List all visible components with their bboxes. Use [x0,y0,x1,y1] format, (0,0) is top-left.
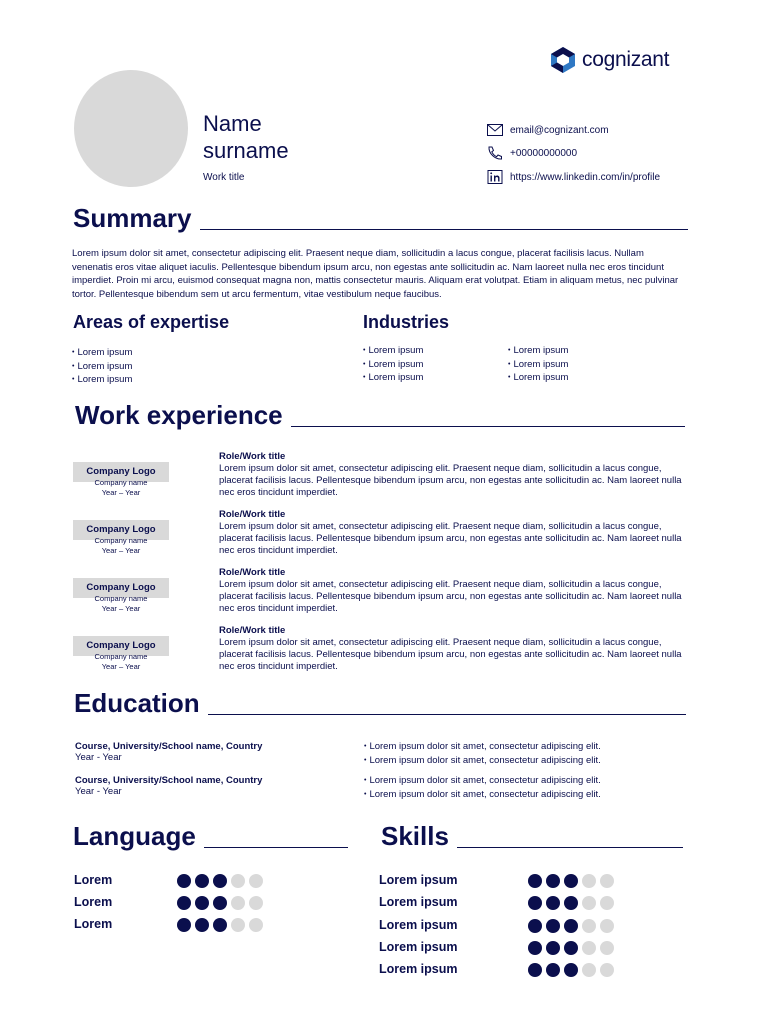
summary-text: Lorem ipsum dolor sit amet, consectetur adipiscing elit. Praesent neque diam, sollicitudin a lacus congue, placerat facilisis lacus. Nullam venenatis eros vitae aliquet iaculis. Pellentesque bibendum ipsum arcu, non egestas ante sollicitudin ac. Nam laoreet nulla nec eros tincidunt imperdiet. Proin mi arcu, euismod consequat magna non, mattis consectetur mauris. Aliquam erat volutpat. Etiam in aliquam metus, nec pulvinar tortor. Pellentesque bibendum sem ut arcu fermentum, vitae vestibulum neque faucibus. [72,248,679,300]
summary-heading [73,203,688,234]
rating-dots [528,941,614,955]
job-entry [73,567,693,631]
job-entry [73,509,693,573]
rating-dot-empty [249,918,263,932]
rating-dot-empty [600,874,614,888]
education-entry [75,775,262,797]
rating-dots [177,874,263,888]
rating-dot-filled [546,896,560,910]
rating-dots [177,896,263,910]
list-item: • Lorem ipsum [363,345,423,359]
rating-dot-empty [231,874,245,888]
rating-dot-empty [600,963,614,977]
skills-rule [457,847,683,848]
rating-dot-empty [582,919,596,933]
rating-dot-filled [177,918,191,932]
rating-dot-filled [546,874,560,888]
industries-title: Industries [363,312,450,332]
job-role: Role/Work title [219,451,286,462]
rating-dot-filled [195,896,209,910]
rating-dot-filled [528,896,542,910]
language-heading [73,821,348,852]
list-item: • Lorem ipsum [363,372,423,386]
linkedin-text[interactable]: https://www.linkedin.com/in/profile [510,171,661,183]
profile-name [203,110,289,164]
work-rule [291,426,685,427]
rating-dot-filled [195,918,209,932]
company-logo-placeholder: Company Logo [73,520,169,540]
rating-dot-filled [546,941,560,955]
work-title: Work title [203,172,245,183]
education-course: Course, University/School name, Country [75,775,263,786]
education-heading [74,688,686,719]
education-years: Year - Year [75,752,122,763]
rating-dot-filled [564,896,578,910]
company-logo-placeholder: Company Logo [73,462,169,482]
contact-email[interactable] [487,123,609,137]
language-rule [204,847,348,848]
industries-list-col1 [363,345,423,386]
language-title: Language [73,821,196,851]
phone-text[interactable]: +00000000000 [510,147,578,159]
education-points [364,775,601,802]
list-item: • Lorem ipsum [363,359,423,373]
list-item: • Lorem ipsum [72,374,132,388]
job-role: Role/Work title [219,625,286,636]
job-role: Role/Work title [219,567,286,578]
education-years: Year - Year [75,786,122,797]
cognizant-logo-icon [548,45,578,75]
education-entry [75,741,262,763]
email-icon [487,123,503,137]
email-text[interactable]: email@cognizant.com [510,124,609,136]
company-logo-placeholder: Company Logo [73,636,169,656]
company-logo [548,44,669,76]
job-years: Year – Year [101,662,141,671]
education-rule [208,714,686,715]
rating-dot-filled [528,963,542,977]
expertise-title: Areas of expertise [73,312,230,332]
phone-icon [487,146,503,160]
rating-dot-filled [528,874,542,888]
list-item: • Lorem ipsum [72,347,132,361]
rating-label: Lorem [74,895,113,909]
job-years: Year – Year [101,604,141,613]
rating-dot-filled [177,874,191,888]
company-name: Company name [94,536,148,545]
job-entry [73,451,693,515]
rating-dot-filled [213,896,227,910]
job-description: Lorem ipsum dolor sit amet, consectetur adipiscing elit. Praesent neque diam, sollicitudin a lacus congue, placerat facilisis lacus. Pellentesque bibendum ipsum arcu, non egestas ante sollicitudin ac. Nam laoreet nulla nec eros tincidunt imperdiet. [219,579,682,614]
rating-label: Lorem [74,873,113,887]
rating-dot-filled [564,874,578,888]
rating-dot-filled [528,941,542,955]
rating-dot-filled [546,919,560,933]
rating-dot-empty [600,896,614,910]
rating-dot-empty [249,896,263,910]
list-item: • Lorem ipsum [72,361,132,375]
list-item: • Lorem ipsum [508,345,568,359]
rating-dot-filled [213,918,227,932]
rating-dot-empty [231,896,245,910]
job-entry [73,625,693,689]
summary-title: Summary [73,203,192,233]
rating-label: Lorem ipsum [379,962,458,977]
rating-dot-empty [600,919,614,933]
rating-dot-empty [231,918,245,932]
rating-dot-empty [582,896,596,910]
rating-label: Lorem ipsum [379,939,458,954]
rating-dot-filled [213,874,227,888]
work-heading [75,400,685,431]
skills-heading [381,821,683,852]
rating-dot-filled [564,941,578,955]
first-name: Name [203,111,262,136]
job-years: Year – Year [101,488,141,497]
surname: surname [203,138,289,163]
rating-dot-filled [195,874,209,888]
profile-photo-placeholder [74,70,188,187]
job-years: Year – Year [101,546,141,555]
education-points [364,741,601,768]
rating-dots [528,919,614,933]
job-role: Role/Work title [219,509,286,520]
rating-dot-filled [528,919,542,933]
contact-linkedin[interactable] [487,170,660,184]
company-logo-placeholder: Company Logo [73,578,169,598]
rating-dot-empty [582,941,596,955]
company-name: Company name [94,594,148,603]
rating-dot-empty [600,941,614,955]
job-description: Lorem ipsum dolor sit amet, consectetur adipiscing elit. Praesent neque diam, sollicitudin a lacus congue, placerat facilisis lacus. Pellentesque bibendum ipsum arcu, non egestas ante sollicitudin ac. Nam laoreet nulla nec eros tincidunt imperdiet. [219,521,682,556]
rating-dot-filled [564,963,578,977]
rating-dot-empty [582,874,596,888]
skills-title: Skills [381,821,449,851]
linkedin-icon [487,170,503,184]
rating-dots [528,896,614,910]
job-description: Lorem ipsum dolor sit amet, consectetur adipiscing elit. Praesent neque diam, sollicitudin a lacus congue, placerat facilisis lacus. Pellentesque bibendum ipsum arcu, non egestas ante sollicitudin ac. Nam laoreet nulla nec eros tincidunt imperdiet. [219,637,682,672]
brand-name: cognizant [582,48,670,71]
rating-label: Lorem ipsum [379,895,458,910]
list-item: • Lorem ipsum dolor sit amet, consectetur adipiscing elit. [364,741,601,755]
list-item: • Lorem ipsum dolor sit amet, consectetur adipiscing elit. [364,755,601,769]
rating-dots [528,874,614,888]
company-name: Company name [94,652,148,661]
expertise-list [72,347,132,388]
rating-dot-empty [582,963,596,977]
education-title: Education [74,688,200,718]
industries-list-col2 [508,345,568,386]
rating-dot-filled [564,919,578,933]
company-name: Company name [94,478,148,487]
rating-dots [177,918,263,932]
rating-label: Lorem [74,917,113,931]
rating-dot-filled [546,963,560,977]
rating-dots [528,963,614,977]
rating-label: Lorem ipsum [379,917,458,932]
education-course: Course, University/School name, Country [75,741,263,752]
list-item: • Lorem ipsum dolor sit amet, consectetur adipiscing elit. [364,789,601,803]
contact-phone[interactable] [487,146,577,160]
rating-dot-empty [249,874,263,888]
work-title-heading: Work experience [75,400,283,430]
rating-dot-filled [177,896,191,910]
list-item: • Lorem ipsum dolor sit amet, consectetur adipiscing elit. [364,775,601,789]
summary-rule [200,229,688,230]
job-description: Lorem ipsum dolor sit amet, consectetur adipiscing elit. Praesent neque diam, sollicitudin a lacus congue, placerat facilisis lacus. Pellentesque bibendum ipsum arcu, non egestas ante sollicitudin ac. Nam laoreet nulla nec eros tincidunt imperdiet. [219,463,682,498]
list-item: • Lorem ipsum [508,359,568,373]
rating-label: Lorem ipsum [379,873,458,887]
list-item: • Lorem ipsum [508,372,568,386]
